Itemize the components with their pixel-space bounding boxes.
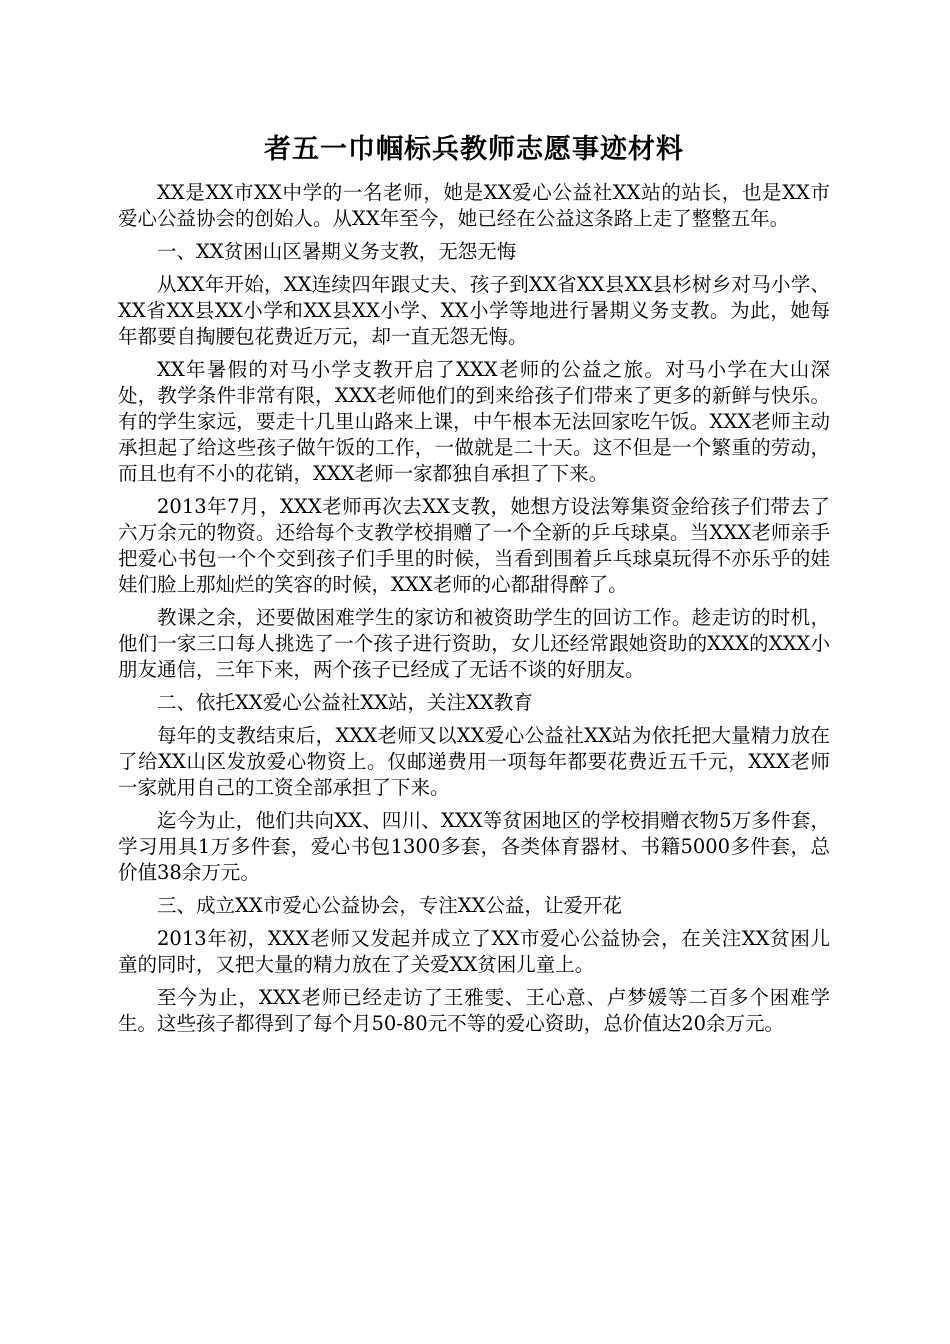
body-paragraph: XX年暑假的对马小学支教开启了XXX老师的公益之旅。对马小学在大山深处，教学条件非常有限，XXX老师他们的到来给孩子们带来了更多的新鲜与快乐。有的学生家远，要走十几里山路来上课，中午根本无法回家吃午饭。XXX老师主动承担起了给这些孩子做午饭的工作，一做就是二十天。这不但是一个繁重的劳动，而且也有不小的花销，XXX老师一家都独自承担了下来。 [118, 358, 830, 485]
body-paragraph: 2013年7月，XXX老师再次去XX支教，她想方设法筹集资金给孩子们带去了六万余元的物资。还给每个支教学校捐赠了一个全新的乒乓球桌。当XXX老师亲手把爱心书包一个个交到孩子们手里的时候，当看到围着乒乓球桌玩得不亦乐乎的娃娃们脸上那灿烂的笑容的时候，XXX老师的心都甜得醉了。 [118, 495, 830, 596]
document-page [118, 128, 830, 1037]
section-heading-1: 一、XX贫困山区暑期义务支教，无怨无悔 [157, 240, 517, 263]
body-paragraph: 每年的支教结束后，XXX老师又以XX爱心公益社XX站为依托把大量精力放在了给XX山区发放爱心物资上。仅邮递费用一项每年都要花费近五千元，XXX老师一家就用自己的工资全部承担了下来。 [118, 724, 830, 799]
body-paragraph: 从XX年开始，XX连续四年跟丈夫、孩子到XX省XX县XX县杉树乡对马小学、XX省XX县XX小学和XX县XX小学、XX小学等地进行暑期义务支教。为此，她每年都要自掏腰包花费近万元，却一直无怨无悔。 [118, 273, 830, 348]
body-paragraph: 2013年初，XXX老师又发起并成立了XX市爱心公益协会，在关注XX贫困儿童的同时，又把大量的精力放在了关爱XX贫困儿童上。 [118, 927, 830, 976]
section-heading-3: 三、成立XX市爱心公益协会，专注XX公益，让爱开花 [157, 894, 623, 917]
body-paragraph: 教课之余，还要做困难学生的家访和被资助学生的回访工作。趁走访的时机，他们一家三口每人挑选了一个孩子进行资助，女儿还经常跟她资助的XXX的XXX小朋友通信，三年下来，两个孩子已经成了无话不谈的好朋友。 [118, 606, 830, 681]
document-title: 者五一巾帼标兵教师志愿事迹材料 [264, 134, 684, 165]
body-paragraph: 至今为止，XXX老师已经走访了王雅雯、王心意、卢梦媛等二百多个困难学生。这些孩子都得到了每个月50-80元不等的爱心资助，总价值达20余万元。 [118, 986, 830, 1035]
body-paragraph: 迄今为止，他们共向XX、四川、XXX等贫困地区的学校捐赠衣物5万多件套，学习用具1万多件套，爱心书包1300多套，各类体育器材、书籍5000多件套，总价值38余万元。 [118, 809, 830, 884]
intro-paragraph: XX是XX市XX中学的一名老师，她是XX爱心公益社XX站的站长，也是XX市爱心公益协会的创始人。从XX年至今，她已经在公益这条路上走了整整五年。 [118, 181, 830, 230]
section-heading-2: 二、依托XX爱心公益社XX站，关注XX教育 [157, 691, 533, 714]
